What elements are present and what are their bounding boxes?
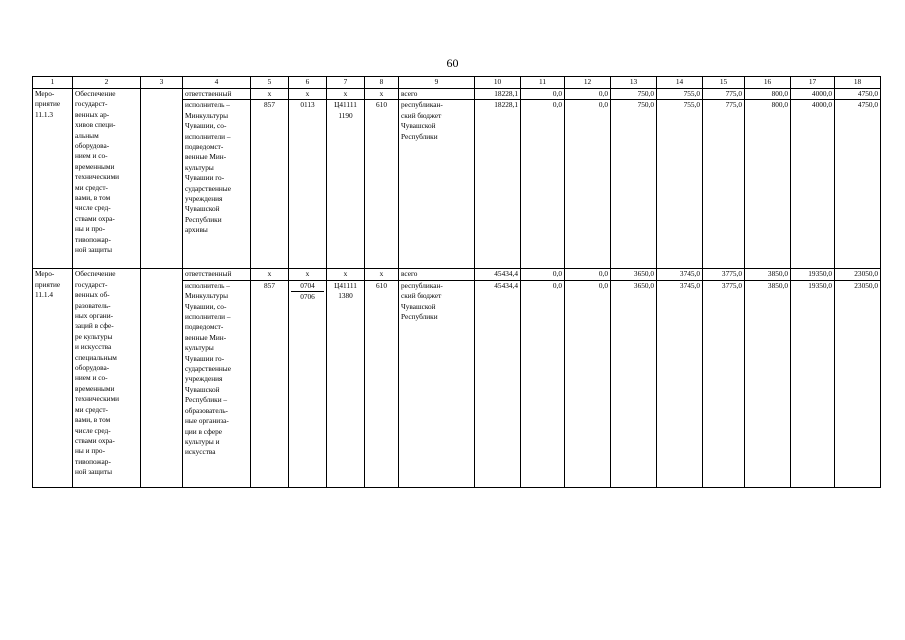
code-cell [327, 280, 365, 487]
value-cell: 3850,0 [745, 269, 791, 280]
executor-head-cell: ответственный [183, 89, 251, 100]
text-line: исполнители – [185, 131, 231, 141]
text-line: республикан- [401, 100, 443, 110]
value-cell: 18228,1 [475, 89, 521, 100]
value-cell: 3745,0 [657, 280, 703, 487]
column-header-10: 10 [475, 77, 521, 89]
code-cell: x [327, 269, 365, 280]
text-line: сударственные [185, 183, 231, 193]
value-cell: 19350,0 [791, 280, 835, 487]
measure-cell [33, 269, 73, 487]
text-line: Чувашии, со- [185, 301, 227, 311]
text-line: числе сред- [75, 203, 111, 213]
text-line: Чувашской [401, 301, 436, 311]
text-line: оборудова- [75, 363, 110, 373]
source-cell: всего [399, 269, 475, 280]
text-line: и искусства [75, 342, 112, 352]
text-line: альным [75, 130, 99, 140]
text-line: оборудова- [75, 141, 110, 151]
text-line: исполнитель – [185, 280, 230, 290]
value-cell: 0,0 [565, 89, 611, 100]
code-cell: x [289, 89, 327, 100]
text-line: Республики [401, 312, 438, 322]
code-cell [289, 280, 327, 487]
text-line: ствами охра- [75, 213, 115, 223]
text-line: архивы [185, 225, 208, 235]
text-line: ны и про- [75, 446, 105, 456]
description-cell [73, 269, 141, 487]
text-line: вами, в том [75, 193, 111, 203]
code-cell: 857 [251, 100, 289, 269]
text-line: 0113 [300, 100, 315, 110]
value-cell: 3650,0 [611, 280, 657, 487]
value-cell: 18228,1 [475, 100, 521, 269]
text-line: Меро- [35, 89, 55, 98]
executor-cell [183, 100, 251, 269]
column-header-2: 2 [73, 77, 141, 89]
value-cell: 0,0 [565, 269, 611, 280]
text-line: венных об- [75, 290, 110, 300]
text-line: культуры и [185, 436, 220, 446]
value-cell: 0,0 [565, 100, 611, 269]
value-cell: 3850,0 [745, 280, 791, 487]
text-line: Обеспечение [75, 89, 116, 98]
text-line: Минкультуры [185, 291, 229, 301]
text-line: тивопожар- [75, 456, 111, 466]
column-header-9: 9 [399, 77, 475, 89]
text-line: ной защиты [75, 245, 113, 255]
text-line: ции в сфере [185, 426, 222, 436]
code-cell [289, 100, 327, 269]
program-table [32, 76, 881, 488]
value-cell: 755,0 [657, 89, 703, 100]
column-header-4: 4 [183, 77, 251, 89]
text-line: приятие [35, 279, 61, 289]
text-line: республикан- [401, 280, 443, 290]
column-header-13: 13 [611, 77, 657, 89]
text-line: ский бюджет [401, 110, 442, 120]
text-line: 0706 [300, 292, 315, 302]
text-line: подведомст- [185, 142, 224, 152]
text-line: ны и про- [75, 224, 105, 234]
text-line: временными [75, 383, 115, 393]
column-header-15: 15 [703, 77, 745, 89]
value-cell: 45434,4 [475, 280, 521, 487]
text-line: Чувашии го- [185, 173, 225, 183]
text-line: Республики – [185, 395, 228, 405]
text-line: 11.1.3 [35, 109, 53, 119]
code-cell: x [365, 269, 399, 280]
value-cell: 0,0 [521, 280, 565, 487]
header-row [33, 77, 881, 89]
text-line: временными [75, 161, 115, 171]
value-cell: 0,0 [565, 280, 611, 487]
text-line: культуры [185, 162, 214, 172]
value-cell: 3775,0 [703, 280, 745, 487]
code-cell: x [327, 89, 365, 100]
text-line: нием и со- [75, 151, 108, 161]
text-line: исполнители – [185, 312, 231, 322]
text-line: Обеспечение [75, 269, 116, 279]
source-cell: всего [399, 89, 475, 100]
text-line: нием и со- [75, 373, 108, 383]
text-line: приятие [35, 99, 61, 109]
text-line: специальным [75, 352, 117, 362]
text-line: венные Мин- [185, 152, 227, 162]
text-line: 11.1.4 [35, 290, 53, 300]
column-header-1: 1 [33, 77, 73, 89]
text-line: Чувашии го- [185, 353, 225, 363]
text-line: венных ар- [75, 109, 110, 119]
text-line: Ц41111 [334, 100, 357, 110]
text-line: Чувашии, со- [185, 121, 227, 131]
text-line: Минкультуры [185, 110, 229, 120]
text-line: вами, в том [75, 415, 111, 425]
value-cell: 3745,0 [657, 269, 703, 280]
value-cell: 3775,0 [703, 269, 745, 280]
value-cell: 755,0 [657, 100, 703, 269]
column-header-5: 5 [251, 77, 289, 89]
column-header-18: 18 [835, 77, 881, 89]
column-header-7: 7 [327, 77, 365, 89]
text-line: Меро- [35, 269, 55, 279]
text-line: ми средст- [75, 404, 108, 414]
value-cell: 45434,4 [475, 269, 521, 280]
value-cell: 775,0 [703, 100, 745, 269]
text-line: ствами охра- [75, 435, 115, 445]
value-cell: 4000,0 [791, 100, 835, 269]
value-cell: 19350,0 [791, 269, 835, 280]
code-cell: x [251, 269, 289, 280]
table-row [33, 89, 881, 100]
value-cell: 23050,0 [835, 280, 881, 487]
measure-cell [33, 89, 73, 269]
value-cell: 800,0 [745, 89, 791, 100]
code-cell: 610 [365, 100, 399, 269]
description-cell [73, 89, 141, 269]
text-line: Чувашской [185, 384, 220, 394]
text-line: государст- [75, 279, 108, 289]
column-header-14: 14 [657, 77, 703, 89]
value-cell: 750,0 [611, 100, 657, 269]
text-line: ми средст- [75, 182, 108, 192]
text-line: венные Мин- [185, 332, 227, 342]
text-line: техническими [75, 394, 120, 404]
text-line: числе сред- [75, 425, 111, 435]
text-line: разователь- [75, 300, 111, 310]
value-cell: 3650,0 [611, 269, 657, 280]
text-line: Чувашской [401, 121, 436, 131]
text-line: искусства [185, 447, 216, 457]
value-cell: 23050,0 [835, 269, 881, 280]
empty-cell [141, 269, 183, 487]
table-row [33, 269, 881, 280]
value-cell: 775,0 [703, 89, 745, 100]
empty-cell [141, 89, 183, 269]
text-line: ных органи- [75, 311, 114, 321]
column-header-8: 8 [365, 77, 399, 89]
column-header-3: 3 [141, 77, 183, 89]
value-cell: 800,0 [745, 100, 791, 269]
column-header-11: 11 [521, 77, 565, 89]
text-line: подведомст- [185, 322, 224, 332]
column-header-12: 12 [565, 77, 611, 89]
text-line: Республики [185, 214, 222, 224]
code-cell: 857 [251, 280, 289, 487]
code-cell: x [365, 89, 399, 100]
text-line: учреждения [185, 194, 223, 204]
text-line: Ц41111 [334, 280, 357, 290]
column-header-16: 16 [745, 77, 791, 89]
text-line: культуры [185, 343, 214, 353]
text-line: тивопожар- [75, 234, 111, 244]
text-line: сударственные [185, 364, 231, 374]
executor-cell [183, 280, 251, 487]
text-line: заций в сфе- [75, 321, 114, 331]
source-cell [399, 100, 475, 269]
text-line: ре культуры [75, 331, 113, 341]
text-line: ной защиты [75, 467, 113, 477]
text-line: хивов специ- [75, 120, 116, 130]
text-line: 0704 [291, 281, 324, 292]
text-line: государст- [75, 99, 108, 109]
text-line: Республики [401, 131, 438, 141]
value-cell: 0,0 [521, 89, 565, 100]
value-cell: 4750,0 [835, 89, 881, 100]
value-cell: 750,0 [611, 89, 657, 100]
value-cell: 4000,0 [791, 89, 835, 100]
text-line: исполнитель – [185, 100, 230, 110]
executor-head-cell: ответственный [183, 269, 251, 280]
code-cell [327, 100, 365, 269]
text-line: ные организа- [185, 416, 229, 426]
code-cell: 610 [365, 280, 399, 487]
code-cell: x [289, 269, 327, 280]
column-header-6: 6 [289, 77, 327, 89]
text-line: образователь- [185, 405, 228, 415]
text-line: Чувашской [185, 204, 220, 214]
page-number: 60 [446, 56, 459, 70]
source-cell [399, 280, 475, 487]
value-cell: 0,0 [521, 269, 565, 280]
text-line: учреждения [185, 374, 223, 384]
column-header-17: 17 [791, 77, 835, 89]
value-cell: 4750,0 [835, 100, 881, 269]
value-cell: 0,0 [521, 100, 565, 269]
text-line: техническими [75, 172, 120, 182]
text-line: ский бюджет [401, 291, 442, 301]
text-line: 1190 [338, 110, 353, 120]
text-line: 1380 [338, 291, 353, 301]
code-cell: x [251, 89, 289, 100]
